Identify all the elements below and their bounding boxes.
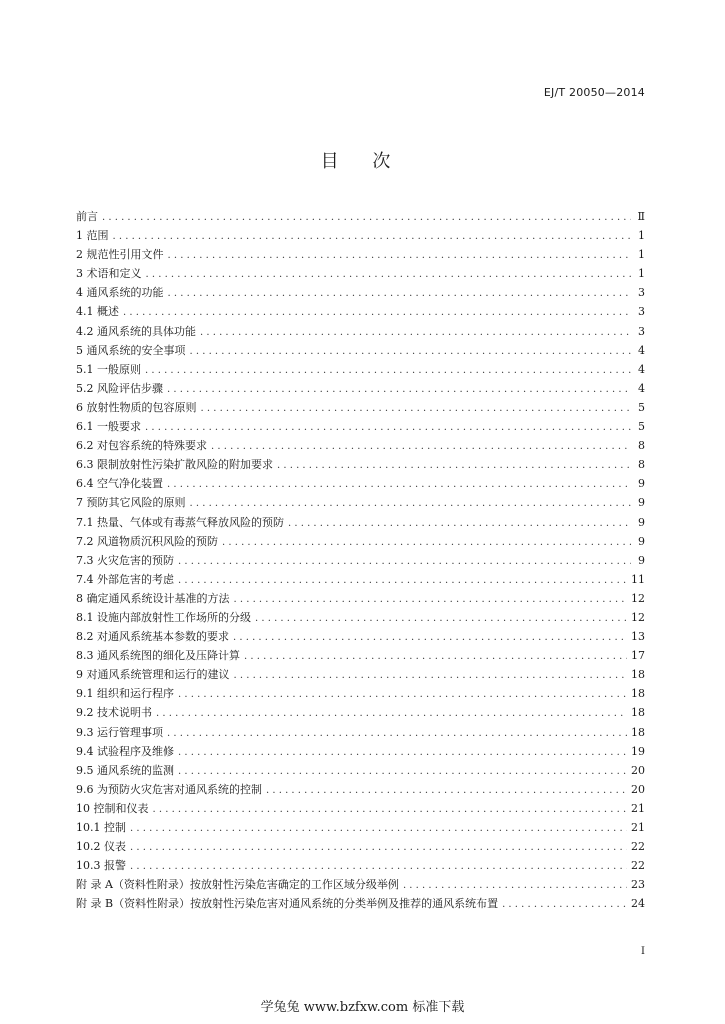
toc-dot-leader: [178, 552, 631, 571]
toc-entry-page: 9: [638, 553, 645, 567]
toc-entry-label: 4.1 概述: [76, 305, 119, 319]
toc-entry[interactable]: [76, 570, 645, 589]
toc-entry[interactable]: [76, 379, 645, 398]
toc-entry-page: 9: [638, 477, 645, 491]
toc-dot-leader: [167, 724, 627, 743]
toc-entry-page: 18: [631, 706, 645, 720]
toc-entry-page: 11: [631, 572, 645, 586]
toc-dot-leader: [123, 303, 631, 322]
toc-dot-leader: [288, 514, 631, 533]
toc-entry[interactable]: [76, 589, 645, 608]
table-of-contents: [76, 207, 645, 913]
toc-entry-page: 1: [638, 229, 645, 243]
toc-dot-leader: [130, 857, 627, 876]
toc-dot-leader: [130, 838, 627, 857]
toc-dot-leader: [178, 685, 627, 704]
toc-entry[interactable]: [76, 302, 645, 321]
toc-dot-leader: [502, 895, 627, 914]
toc-entry[interactable]: [76, 264, 645, 283]
toc-entry-page: 20: [631, 782, 645, 796]
toc-dot-leader: [167, 380, 631, 399]
toc-entry-label: 6.1 一般要求: [76, 420, 141, 434]
toc-entry-page: 22: [631, 859, 645, 873]
toc-entry[interactable]: [76, 627, 645, 646]
toc-entry[interactable]: [76, 513, 645, 532]
toc-dot-leader: [222, 533, 631, 552]
toc-entry-page: 9: [638, 496, 645, 510]
toc-dot-leader: [102, 208, 631, 227]
toc-entry[interactable]: [76, 493, 645, 512]
toc-dot-leader: [178, 762, 627, 781]
toc-entry-label: 7.2 风道物质沉积风险的预防: [76, 534, 218, 548]
toc-entry-label: 6 放射性物质的包容原则: [76, 400, 197, 414]
toc-entry-label: 9.2 技术说明书: [76, 706, 152, 720]
toc-entry-label: 9 对通风系统管理和运行的建议: [76, 668, 230, 682]
toc-entry-label: 7.3 火灾危害的预防: [76, 553, 174, 567]
toc-entry-page: 3: [638, 305, 645, 319]
toc-entry-label: 附 录 B（资料性附录）按放射性污染危害对通风系统的分类举例及推荐的通风系统布置: [76, 897, 499, 911]
toc-dot-leader: [233, 628, 627, 647]
toc-entry-page: 3: [638, 324, 645, 338]
toc-entry-label: 7.4 外部危害的考虑: [76, 572, 174, 586]
toc-entry-label: 8.2 对通风系统基本参数的要求: [76, 630, 229, 644]
toc-entry-page: 8: [638, 439, 645, 453]
toc-entry-label: 9.1 组织和运行程序: [76, 687, 174, 701]
toc-entry-page: 3: [638, 286, 645, 300]
toc-entry-label: 附 录 A（资料性附录）按放射性污染危害确定的工作区域分级举例: [76, 878, 399, 892]
toc-entry[interactable]: [76, 360, 645, 379]
toc-dot-leader: [156, 704, 627, 723]
toc-entry-label: 5.2 风险评估步骤: [76, 381, 163, 395]
toc-entry-label: 6.4 空气净化装置: [76, 477, 163, 491]
toc-entry[interactable]: [76, 245, 645, 264]
toc-entry-label: 7 预防其它风险的原则: [76, 496, 186, 510]
toc-dot-leader: [178, 571, 627, 590]
toc-entry[interactable]: [76, 417, 645, 436]
toc-dot-leader: [145, 361, 631, 380]
toc-entry-page: 12: [631, 591, 645, 605]
toc-entry-page: 13: [631, 630, 645, 644]
toc-dot-leader: [153, 800, 628, 819]
toc-entry-page: 4: [638, 362, 645, 376]
toc-entry[interactable]: [76, 875, 645, 894]
toc-dot-leader: [168, 284, 632, 303]
toc-entry-page: 9: [638, 515, 645, 529]
toc-entry[interactable]: [76, 436, 645, 455]
toc-entry-label: 10.2 仪表: [76, 840, 126, 854]
toc-dot-leader: [190, 342, 632, 361]
toc-entry-label: 3 术语和定义: [76, 267, 142, 281]
toc-entry-page: Ⅱ: [637, 210, 645, 223]
toc-entry[interactable]: [76, 532, 645, 551]
toc-entry[interactable]: [76, 398, 645, 417]
standard-number: EJ/T 20050—2014: [543, 86, 645, 99]
toc-entry[interactable]: [76, 665, 645, 684]
toc-entry-page: 21: [631, 801, 645, 815]
toc-dot-leader: [178, 743, 627, 762]
toc-dot-leader: [211, 437, 631, 456]
toc-entry-label: 10.1 控制: [76, 821, 126, 834]
page-number: I: [641, 946, 645, 957]
toc-entry[interactable]: [76, 856, 645, 875]
toc-entry[interactable]: [76, 818, 645, 837]
toc-entry[interactable]: [76, 551, 645, 570]
toc-entry-label: 1 范围: [76, 229, 109, 243]
toc-dot-leader: [145, 418, 631, 437]
toc-entry-page: 21: [631, 821, 645, 834]
toc-entry[interactable]: [76, 761, 645, 780]
toc-entry-label: 9.4 试验程序及维修: [76, 744, 174, 758]
toc-entry-page: 12: [631, 610, 645, 624]
toc-dot-leader: [190, 494, 632, 513]
toc-entry-label: 10 控制和仪表: [76, 801, 149, 815]
toc-entry-label: 8 确定通风系统设计基准的方法: [76, 591, 230, 605]
toc-entry-page: 5: [638, 420, 645, 434]
toc-entry-label: 9.5 通风系统的监测: [76, 763, 174, 777]
toc-entry-label: 9.6 为预防火灾危害对通风系统的控制: [76, 782, 262, 796]
toc-entry-label: 6.3 限制放射性污染扩散风险的附加要求: [76, 458, 273, 472]
toc-entry[interactable]: [76, 455, 645, 474]
toc-entry-page: 23: [631, 878, 645, 892]
toc-entry[interactable]: [76, 322, 645, 341]
toc-entry-page: 18: [631, 725, 645, 739]
toc-entry[interactable]: [76, 780, 645, 799]
toc-dot-leader: [266, 781, 627, 800]
toc-entry-label: 8.3 通风系统图的细化及压降计算: [76, 649, 240, 663]
toc-entry[interactable]: [76, 341, 645, 360]
toc-entry-page: 9: [638, 534, 645, 548]
toc-entry[interactable]: [76, 703, 645, 722]
toc-dot-leader: [113, 227, 632, 246]
toc-entry[interactable]: [76, 474, 645, 493]
toc-entry-page: 24: [631, 897, 645, 911]
toc-entry[interactable]: [76, 646, 645, 665]
toc-entry[interactable]: [76, 799, 645, 818]
toc-entry[interactable]: [76, 684, 645, 703]
toc-entry[interactable]: [76, 837, 645, 856]
toc-dot-leader: [234, 666, 628, 685]
toc-entry-page: 18: [631, 668, 645, 682]
toc-entry-page: 5: [638, 400, 645, 414]
toc-entry-page: 18: [631, 687, 645, 701]
toc-entry-page: 1: [638, 248, 645, 262]
toc-entry[interactable]: [76, 894, 645, 913]
toc-entry-page: 8: [638, 458, 645, 472]
toc-entry-page: 17: [631, 649, 645, 663]
toc-entry-page: 4: [638, 381, 645, 395]
toc-entry-page: 1: [638, 267, 645, 281]
toc-dot-leader: [403, 876, 627, 895]
footer-watermark: 学兔兔 www.bzfxw.com 标准下载: [260, 1000, 465, 1015]
toc-entry-label: 4.2 通风系统的具体功能: [76, 324, 196, 338]
toc-entry-label: 7.1 热量、气体或有毒蒸气释放风险的预防: [76, 515, 284, 529]
toc-entry-label: 5 通风系统的安全事项: [76, 343, 186, 357]
toc-dot-leader: [201, 399, 632, 418]
toc-entry[interactable]: [76, 283, 645, 302]
toc-dot-leader: [167, 475, 631, 494]
toc-entry-label: 5.1 一般原则: [76, 362, 141, 376]
toc-entry-label: 8.1 设施内部放射性工作场所的分级: [76, 610, 251, 624]
toc-dot-leader: [255, 609, 627, 628]
toc-dot-leader: [234, 590, 628, 609]
page-title: 目 次: [320, 151, 405, 172]
toc-entry-label: 10.3 报警: [76, 859, 126, 873]
toc-entry-page: 4: [638, 343, 645, 357]
toc-entry[interactable]: [76, 207, 645, 226]
toc-dot-leader: [146, 265, 632, 284]
toc-entry[interactable]: [76, 226, 645, 245]
toc-entry[interactable]: [76, 742, 645, 761]
toc-entry[interactable]: [76, 723, 645, 742]
toc-entry-page: 19: [631, 744, 645, 758]
toc-entry-label: 4 通风系统的功能: [76, 286, 164, 300]
toc-entry-page: 22: [631, 840, 645, 854]
toc-entry-page: 20: [631, 763, 645, 777]
toc-dot-leader: [277, 456, 631, 475]
toc-dot-leader: [168, 246, 632, 265]
toc-entry[interactable]: [76, 608, 645, 627]
toc-dot-leader: [200, 323, 631, 342]
toc-entry-label: 前言: [76, 210, 98, 223]
toc-entry-label: 9.3 运行管理事项: [76, 725, 163, 739]
toc-dot-leader: [244, 647, 627, 666]
toc-dot-leader: [130, 819, 627, 838]
toc-entry-label: 6.2 对包容系统的特殊要求: [76, 439, 207, 453]
toc-entry-label: 2 规范性引用文件: [76, 248, 164, 262]
